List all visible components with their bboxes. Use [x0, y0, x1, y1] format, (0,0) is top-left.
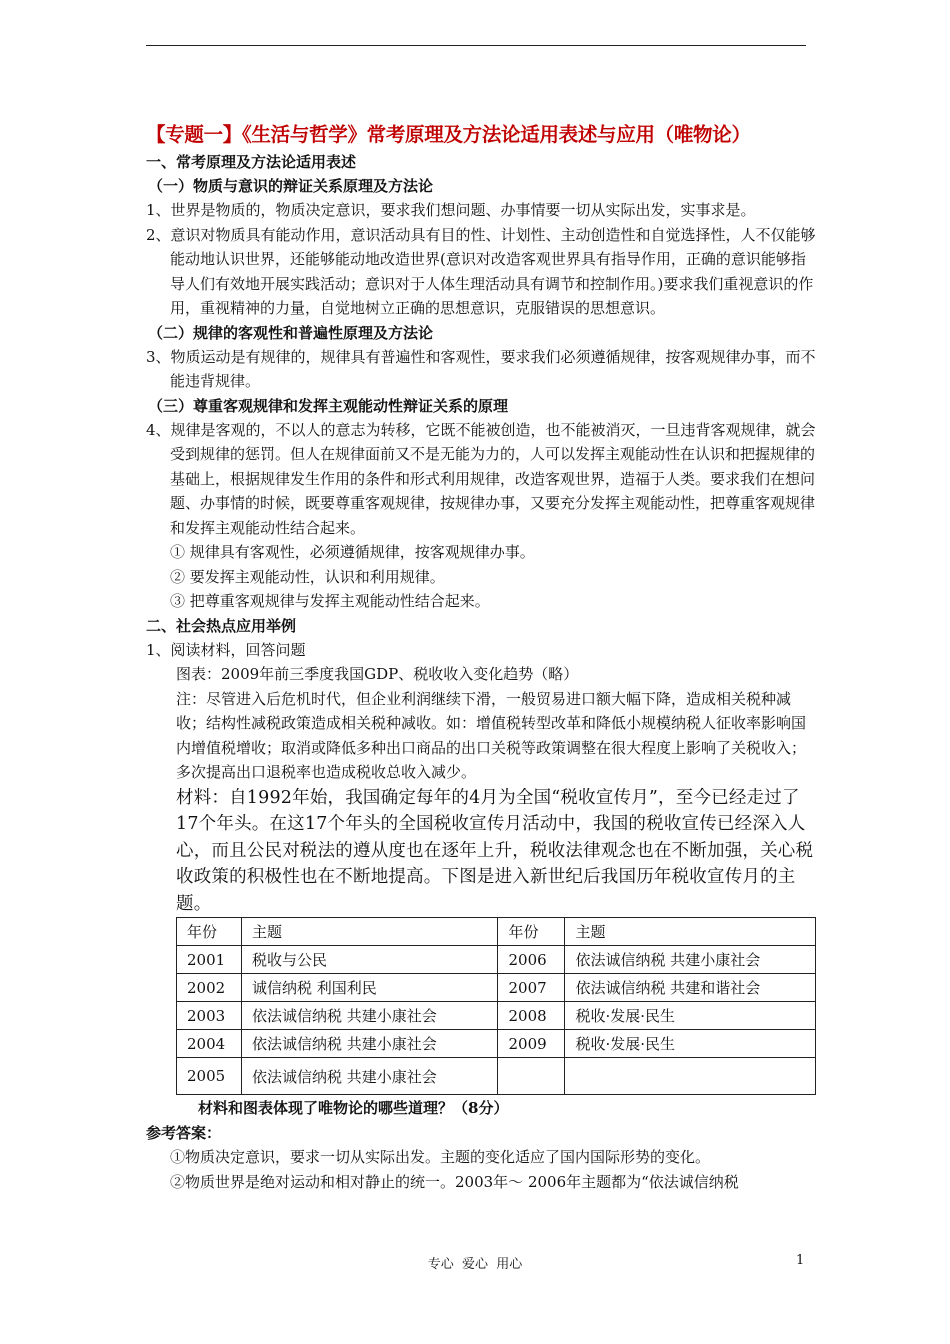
table-cell: 税收与公民 — [241, 946, 498, 974]
table-header-cell: 年份 — [177, 918, 242, 946]
table-cell: 2009 — [498, 1030, 565, 1058]
answer-item: ②物质世界是绝对运动和相对静止的统一。2003年～ 2006年主题都为“依法诚信纳税 — [170, 1172, 739, 1191]
answer-label: 参考答案： — [146, 1124, 222, 1142]
table-cell — [498, 1058, 565, 1095]
section-heading-2: 二、社会热点应用举例 — [146, 616, 297, 635]
subsection-heading-1: （一）物质与意识的辩证关系原理及方法论 — [148, 177, 434, 195]
table-cell: 2001 — [177, 946, 242, 974]
table-header-row — [177, 918, 816, 946]
paragraph-2: 2、意识对物质具有能动作用，意识活动具有目的性、计划性、主动创造性和自觉选择性，人不仅能够能动地认识世界，还能够能动地改造世界(意识对改造客观世界具有指导作用，正确的意识能够指导人们有效地开展实践活动；意识对于人体生理活动具有调节和控制作用。)要求我们重视意识的作用，重视精神的力量，自觉地树立正确的思想意识，克服错误的思想意识。 — [146, 225, 816, 317]
table-cell: 2008 — [498, 1002, 565, 1030]
paragraph-4: 4、规律是客观的，不以人的意志为转移，它既不能被创造，也不能被消灭，一旦违背客观规律，就会受到规律的惩罚。但人在规律面前又不是无能为力的，人可以发挥主观能动性在认识和把握规律的基础上，根据规律发生作用的条件和形式利用规律，改造客观世界，造福于人类。要求我们在想问题、办事情的时候，既要尊重客观规律，按规律办事，又要充分发挥主观能动性，把尊重客观规律和发挥主观能动性结合起来。 — [146, 420, 816, 537]
table-row — [177, 1002, 816, 1030]
paragraph-3: 3、物质运动是有规律的，规律具有普遍性和客观性，要求我们必须遵循规律，按客观规律办事，而不能违背规律。 — [146, 347, 816, 390]
table-cell: 2002 — [177, 974, 242, 1002]
table-header-cell: 年份 — [498, 918, 565, 946]
table-cell: 2007 — [498, 974, 565, 1002]
table-row — [177, 946, 816, 974]
table-cell: 2006 — [498, 946, 565, 974]
table-cell: 税收·发展·民生 — [565, 1030, 816, 1058]
question-text: 材料和图表体现了唯物论的哪些道理？（8分） — [198, 1099, 509, 1117]
table-cell: 2003 — [177, 1002, 242, 1030]
list-item: ① 规律具有客观性，必须遵循规律，按客观规律办事。 — [170, 543, 535, 561]
header-rule — [146, 45, 806, 46]
table-cell: 2005 — [177, 1058, 242, 1095]
document-title: 【专题一】《生活与哲学》常考原理及方法论适用表述与应用（唯物论） — [146, 123, 751, 146]
subsection-heading-3: （三）尊重客观规律和发挥主观能动性辩证关系的原理 — [148, 396, 509, 415]
table-cell: 依法诚信纳税 共建和谐社会 — [565, 974, 816, 1002]
table-row — [177, 974, 816, 1002]
table-cell — [565, 1058, 816, 1095]
material-paragraph: 材料：自1992年始，我国确定每年的4月为全国“税收宣传月”，至今已经走过了17个年头。在这17个年头的全国税收宣传月活动中，我国的税收宣传已经深入人心，而且公民对税法的遵从度也在逐年上升，税收法律观念也在不断加强，关心税收政策的积极性也在不断地提高。下图是进入新世纪后我国历年税收宣传月的主题。 — [176, 787, 814, 914]
table-cell: 依法诚信纳税 共建小康社会 — [241, 1002, 498, 1030]
document-body — [146, 120, 818, 1194]
table-cell: 2004 — [177, 1030, 242, 1058]
table-header-cell: 主题 — [565, 918, 816, 946]
paragraph-1: 1、世界是物质的，物质决定意识，要求我们想问题、办事情要一切从实际出发，实事求是。 — [146, 201, 756, 219]
answer-item: ①物质决定意识，要求一切从实际出发。主题的变化适应了国内国际形势的变化。 — [170, 1148, 711, 1166]
question-intro: 1、阅读材料，回答问题 — [146, 640, 306, 659]
table-cell: 诚信纳税 利国利民 — [241, 974, 498, 1002]
theme-table — [176, 917, 816, 1095]
table-row — [177, 1030, 816, 1058]
note-paragraph: 注：尽管进入后危机时代，但企业利润继续下滑，一般贸易进口额大幅下降，造成相关税种减收；结构性减税政策造成相关税种减收。如：增值税转型改革和降低小规模纳税人征收率影响国内增值税增收；取消或降低多种出口商品的出口关税等政策调整在很大程度上影响了关税收入；多次提高出口退税率也造成税收总收入减少。 — [176, 689, 807, 781]
footer-motto: 专心 爱心 用心 — [427, 1257, 523, 1272]
table-cell: 税收·发展·民生 — [565, 1002, 816, 1030]
table-row — [177, 1058, 816, 1095]
table-header-cell: 主题 — [241, 918, 498, 946]
chart-note: 图表：2009年前三季度我国GDP、税收收入变化趋势（略） — [176, 665, 579, 683]
section-heading-1: 一、常考原理及方法论适用表述 — [146, 153, 357, 171]
table-cell: 依法诚信纳税 共建小康社会 — [565, 946, 816, 974]
list-item: ③ 把尊重客观规律与发挥主观能动性结合起来。 — [170, 592, 490, 610]
table-cell: 依法诚信纳税 共建小康社会 — [241, 1030, 498, 1058]
page-number: 1 — [796, 1253, 805, 1268]
subsection-heading-2: （二）规律的客观性和普遍性原理及方法论 — [148, 323, 434, 342]
table-cell: 依法诚信纳税 共建小康社会 — [241, 1058, 498, 1095]
list-item: ② 要发挥主观能动性，认识和利用规律。 — [170, 567, 445, 586]
